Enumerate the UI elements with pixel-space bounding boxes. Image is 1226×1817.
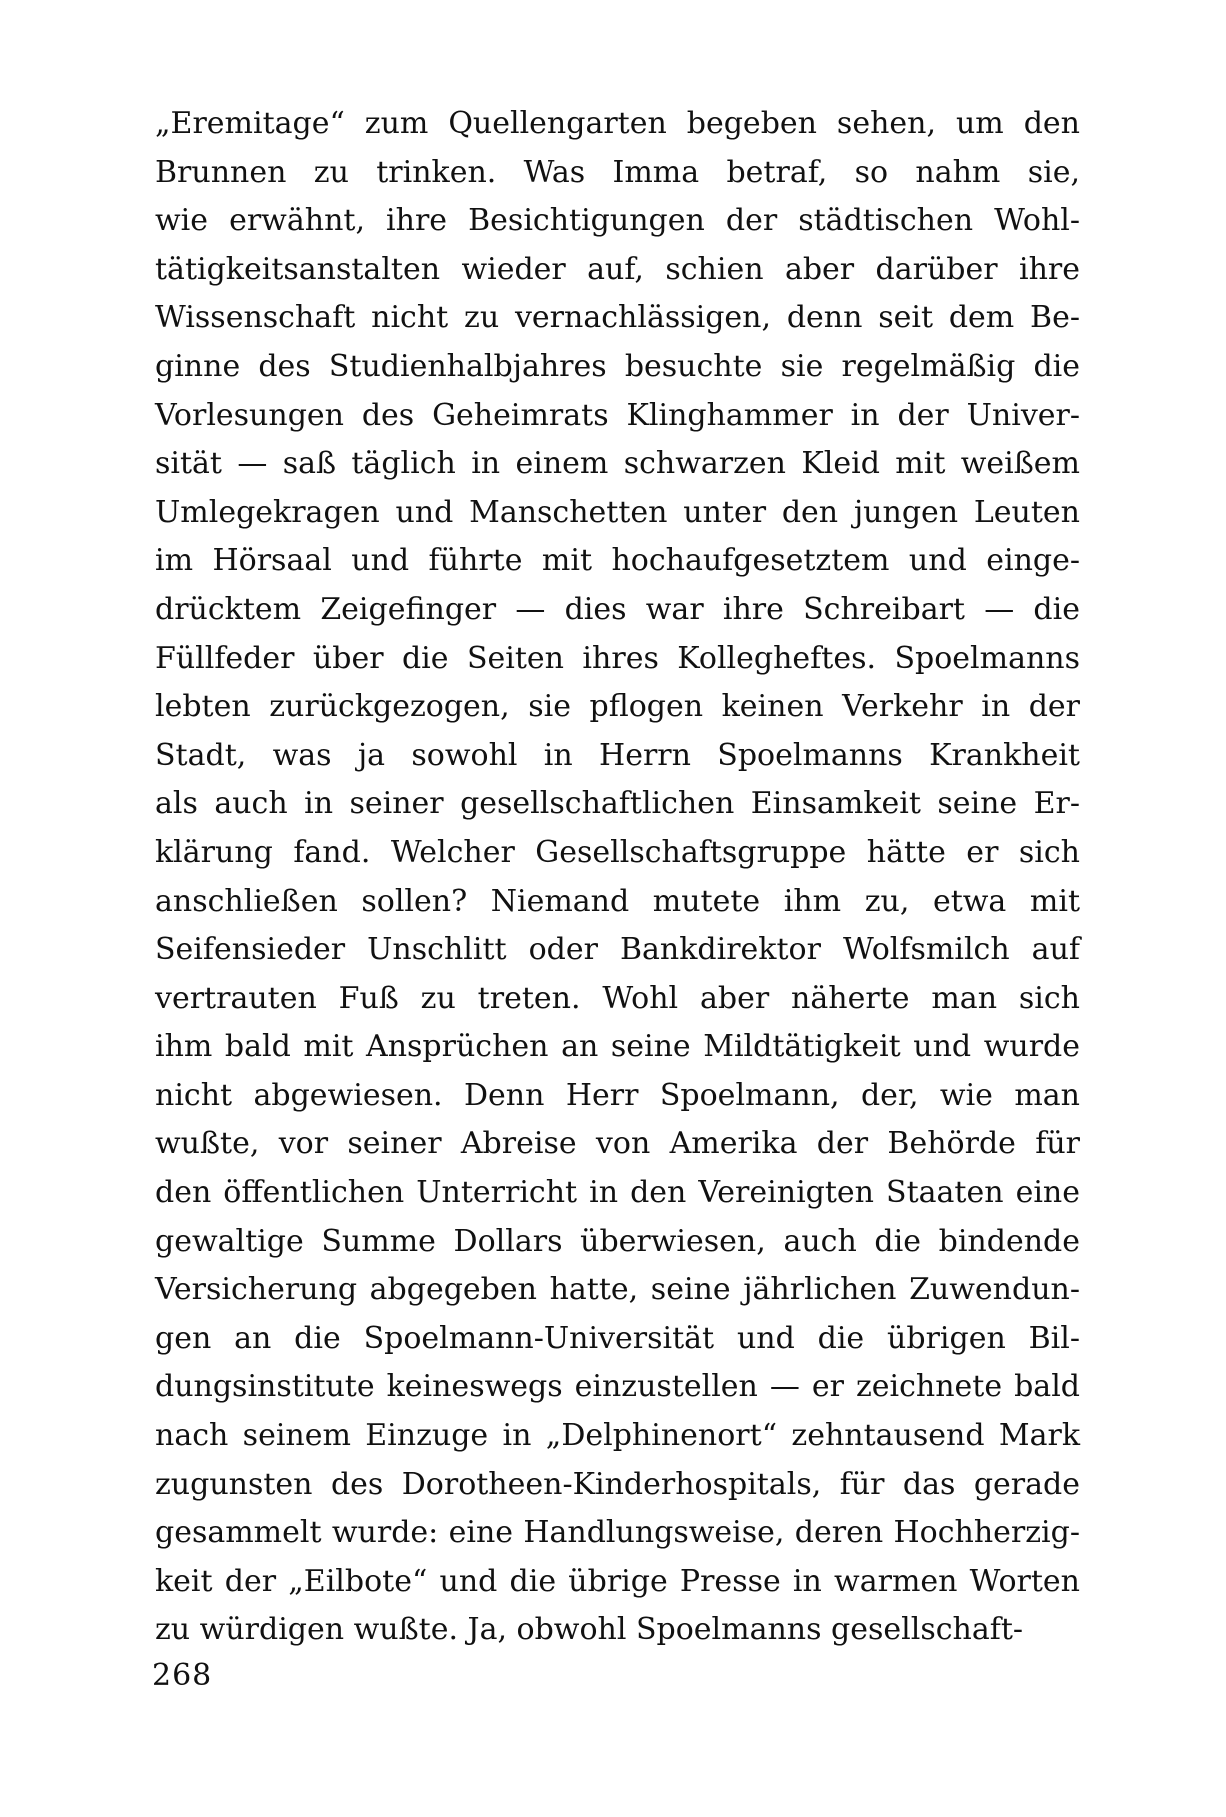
text-line: dungsinstitute keineswegs einzustellen — er zeichnete bald [155,1369,1080,1405]
text-line: den öffentlichen Unterricht in den Vereinigten Staaten eine [155,1175,1080,1211]
text-line: Vorlesungen des Geheimrats Klinghammer in der Univer- [155,397,1080,433]
text-line: als auch in seiner gesellschaftlichen Einsamkeit seine Er- [155,786,1080,822]
text-line: anschließen sollen? Niemand mutete ihm zu, etwa mit [155,883,1080,919]
text-line: vertrauten Fuß zu treten. Wohl aber näherte man sich [155,980,1080,1016]
text-line: Füllfeder über die Seiten ihres Kollegheftes. Spoelmanns [155,640,1080,676]
text-line: gewaltige Summe Dollars überwiesen, auch die bindende [155,1223,1080,1259]
body-text [155,100,1080,1655]
text-line: sität — saß täglich in einem schwarzen Kleid mit weißem [155,446,1080,482]
text-line: Seifensieder Unschlitt oder Bankdirektor Wolfsmilch auf [155,932,1080,968]
text-line: Versicherung abgegeben hatte, seine jährlichen Zuwendun- [155,1272,1080,1308]
text-line: ginne des Studienhalbjahres besuchte sie regelmäßig die [155,348,1080,384]
text-line: Brunnen zu trinken. Was Imma betraf, so nahm sie, [155,154,1080,190]
text-line: lebten zurückgezogen, sie pflogen keinen Verkehr in der [155,689,1080,725]
text-line: im Hörsaal und führte mit hochaufgesetztem und einge- [155,543,1080,579]
text-line: gesammelt wurde: eine Handlungsweise, deren Hochherzig- [155,1515,1080,1551]
text-line: ihm bald mit Ansprüchen an seine Mildtätigkeit und wurde [155,1029,1080,1065]
text-line: nicht abgewiesen. Denn Herr Spoelmann, der, wie man [155,1077,1080,1113]
text-line: Umlegekragen und Manschetten unter den jungen Leuten [155,494,1080,530]
text-line: Wissenschaft nicht zu vernachlässigen, denn seit dem Be- [155,300,1080,336]
text-line: klärung fand. Welcher Gesellschaftsgruppe hätte er sich [155,834,1080,870]
text-line: nach seinem Einzuge in „Delphinenort“ zehntausend Mark [155,1418,1080,1454]
text-line: keit der „Eilbote“ und die übrige Presse in warmen Worten [155,1563,1080,1599]
text-line: zu würdigen wußte. Ja, obwohl Spoelmanns gesellschaft- [155,1612,1024,1648]
text-line: „Eremitage“ zum Quellengarten begeben sehen, um den [155,106,1080,141]
text-line: Stadt, was ja sowohl in Herrn Spoelmanns Krankheit [155,737,1080,773]
text-line: wie erwähnt, ihre Besichtigungen der städtischen Wohl- [155,203,1080,239]
text-line: wußte, vor seiner Abreise von Amerika der Behörde für [155,1126,1080,1162]
text-line: tätigkeitsanstalten wieder auf, schien aber darüber ihre [155,251,1080,287]
text-line: zugunsten des Dorotheen-Kinderhospitals, für das gerade [155,1466,1080,1502]
text-line: gen an die Spoelmann-Universität und die übrigen Bil- [155,1320,1080,1356]
page-number: 268 [152,1658,213,1693]
text-line: drücktem Zeigefinger — dies war ihre Schreibart — die [155,591,1080,627]
